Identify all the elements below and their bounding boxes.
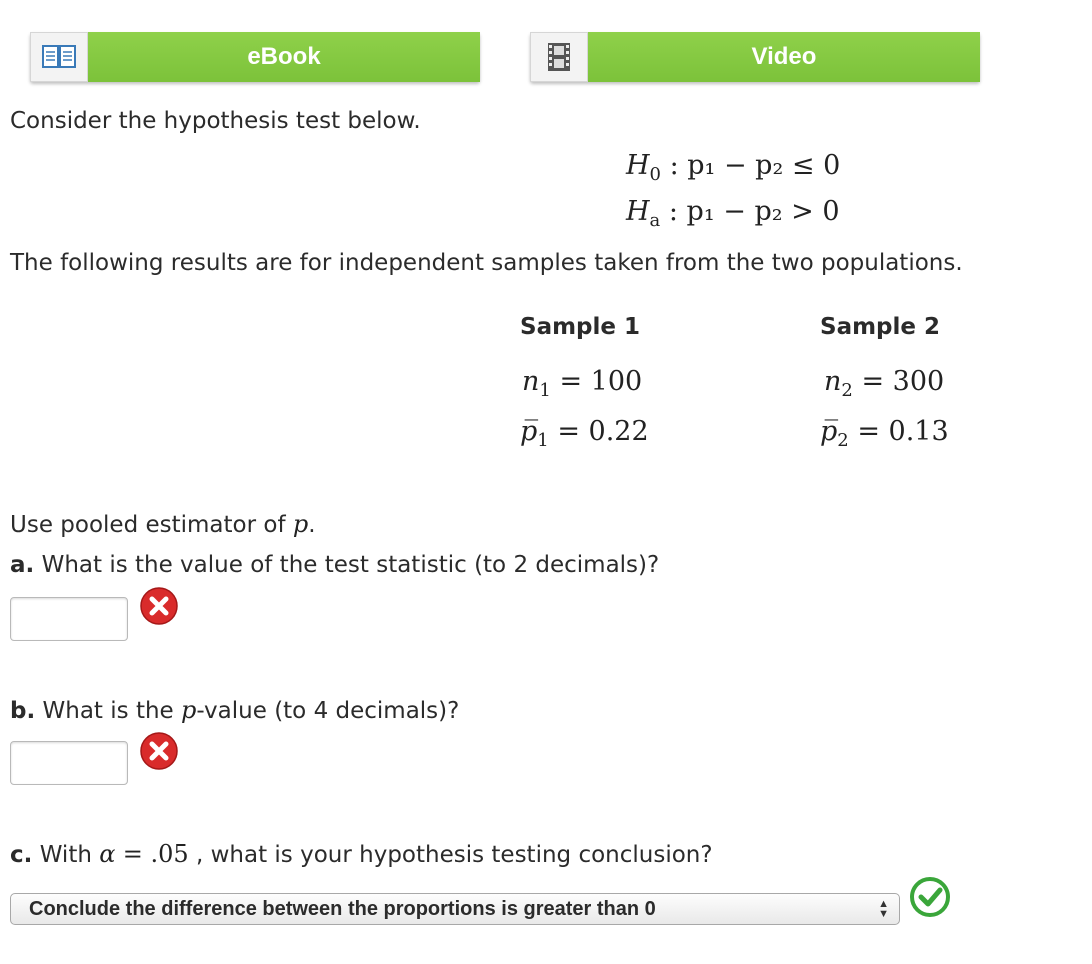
incorrect-icon-b bbox=[139, 731, 179, 771]
null-hypothesis bbox=[626, 150, 840, 185]
correct-icon-c bbox=[910, 877, 950, 917]
null-sub: 0 bbox=[649, 164, 661, 185]
ebook-label[interactable]: eBook bbox=[88, 32, 480, 82]
film-icon bbox=[530, 32, 588, 82]
alt-h: H bbox=[626, 196, 650, 227]
sample-2-header: Sample 2 bbox=[820, 314, 941, 340]
question-b: b. What is the p-value (to 4 decimals)? bbox=[10, 696, 460, 724]
book-icon bbox=[30, 32, 88, 82]
alt-hypothesis bbox=[626, 196, 840, 231]
question-c: c. With α = .05 , what is your hypothesis testing conclusion? bbox=[10, 840, 713, 868]
results-text: The following results are for independent samples taken from the two populations. bbox=[10, 250, 963, 276]
alt-rhs: : p₁ − p₂ > 0 bbox=[668, 196, 840, 227]
sample-2-n: $n_2 = 300$ bbox=[824, 366, 945, 401]
question-a: a. What is the value of the test statistic (to 2 decimals)? bbox=[10, 552, 660, 578]
answer-b-input[interactable] bbox=[10, 741, 128, 785]
conclusion-selected: Conclude the difference between the proportions is greater than 0 bbox=[29, 897, 656, 920]
select-arrows-icon: ▲ ▼ bbox=[878, 898, 889, 920]
video-button[interactable] bbox=[530, 32, 980, 82]
sample-1-header: Sample 1 bbox=[520, 314, 641, 340]
ebook-button[interactable] bbox=[30, 32, 480, 82]
sample-1-p: $p̅_1 = 0.22$ bbox=[520, 416, 649, 451]
sample-1-n: $n_1 = 100$ bbox=[522, 366, 643, 401]
pooled-text: Use pooled estimator of p. bbox=[10, 510, 316, 538]
intro-text: Consider the hypothesis test below. bbox=[10, 108, 421, 134]
incorrect-icon-a bbox=[139, 586, 179, 626]
alt-sub: a bbox=[649, 210, 661, 231]
conclusion-select[interactable] bbox=[10, 893, 900, 925]
null-rhs: : p₁ − p₂ ≤ 0 bbox=[669, 150, 841, 181]
null-h: H bbox=[626, 150, 650, 181]
answer-a-input[interactable] bbox=[10, 597, 128, 641]
sample-2-p: $p̅_2 = 0.13$ bbox=[820, 416, 949, 451]
video-label[interactable]: Video bbox=[588, 32, 980, 82]
